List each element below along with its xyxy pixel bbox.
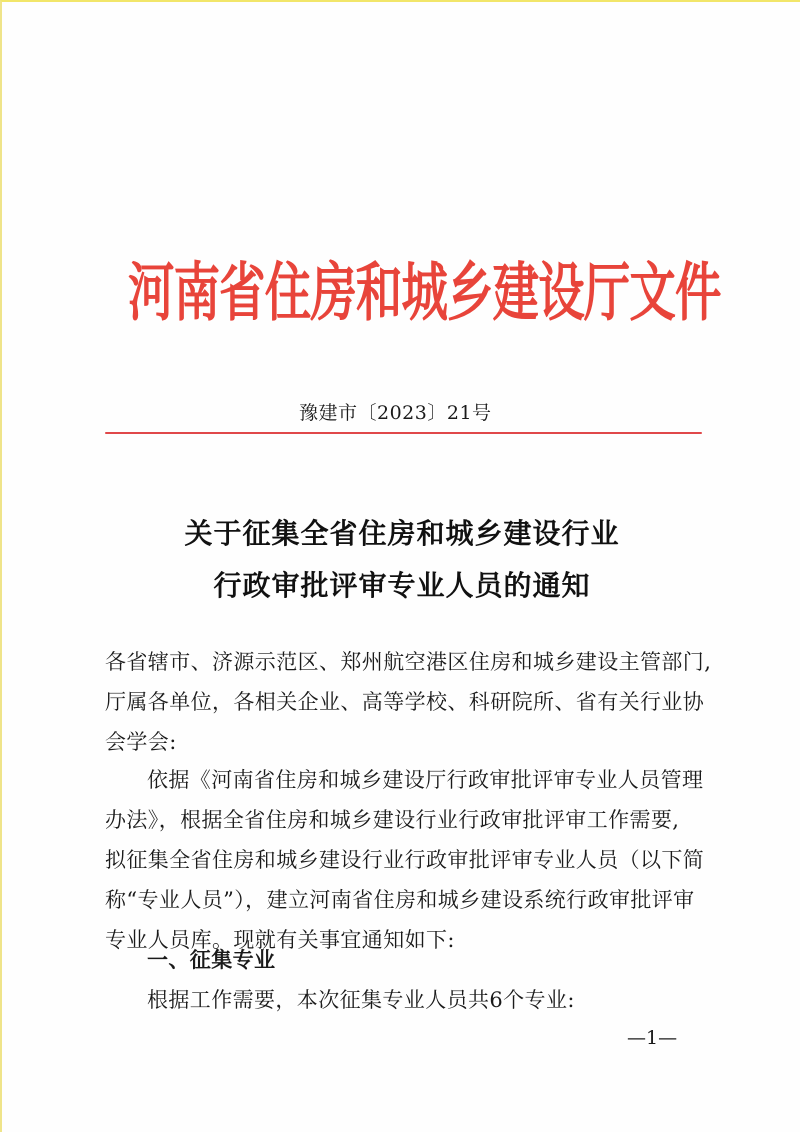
section-1	[105, 940, 725, 1020]
section-1-heading: 一、征集专业	[147, 948, 276, 972]
document-title-line-1: 关于征集全省住房和城乡建设行业	[184, 517, 620, 550]
addressees	[105, 642, 725, 762]
body-line-1: 依据《河南省住房和城乡建设厅行政审批评审专业人员管理	[147, 768, 704, 792]
body-paragraph	[105, 760, 725, 960]
body-line-2: 办法》，根据全省住房和城乡建设行业行政审批评审工作需要,	[105, 808, 680, 832]
document-title-line-2: 行政审批评审专业人员的通知	[213, 569, 591, 602]
scan-bleed-through	[2, 152, 800, 183]
body-line-5: 专业人员库。现就有关事宜通知如下:	[105, 928, 455, 952]
addressees-line-2: 厅属各单位，各相关企业、高等学校、科研院所、省有关行业协	[105, 690, 705, 714]
issuer-header: 河南省住房和城乡建设厅文件	[128, 254, 721, 330]
addressees-line-3: 会学会:	[105, 730, 177, 754]
document-number: 豫建市〔2023〕21号	[299, 402, 492, 424]
page-number: —1—	[627, 1027, 678, 1049]
body-line-3: 拟征集全省住房和城乡建设行业行政审批评审专业人员（以下简	[105, 848, 705, 872]
addressees-line-1: 各省辖市、济源示范区、郑州航空港区住房和城乡建设主管部门,	[105, 650, 712, 674]
section-1-text: 根据工作需要，本次征集专业人员共6个专业:	[147, 988, 575, 1012]
red-separator-rule	[105, 432, 702, 434]
body-line-4: 称“专业人员”），建立河南省住房和城乡建设系统行政审批评审	[105, 888, 695, 912]
